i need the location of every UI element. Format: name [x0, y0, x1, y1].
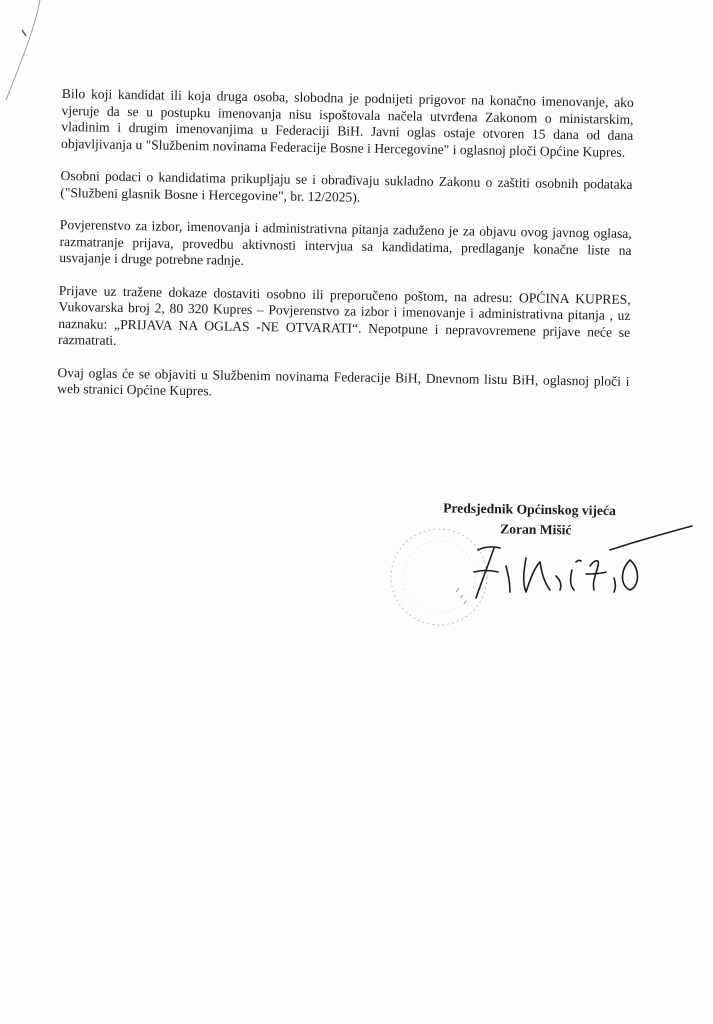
signatory-name: Zoran Mišić — [500, 521, 572, 538]
paragraph-publication: Ovaj oglas će se objaviti u Službenim novinama Federacije BiH, Dnevnom listu BiH, oglasnoj ploči i web stranici Općine Kupres. — [57, 364, 630, 399]
document-body — [57, 86, 634, 406]
signature-block — [415, 498, 616, 541]
paragraph-personal-data: Osobni podaci o kandidatima prikupljaju se i obrađivaju sukladno Zakonu o zaštiti osobnih podataka ("Službeni glasnik Bosne i Hercegovine", br. 12/2025). — [60, 167, 633, 205]
paragraph-commission: Povjerenstvo za izbor, imenovanja i administrativna pitanja zaduženo je za objavu ovog javnog oglasa, razmatranje prijava, provedbu aktivnosti intervjua sa kandidatima, predlaganje konačne liste na usvajanje i druge potrebne radnje. — [59, 216, 632, 268]
paragraph-objection: Bilo koji kandidat ili koja druga osoba, slobodna je podnijeti prigovor na konačno imenovanje, ako vjeruje da se u postupku imenovanja nisu ispoštovala načela utvrđena Zakonom o ministarskim, vladinim i drugim imenovanjima u Federaciji BiH. Javni oglas ostaje otvoren 15 dana od dana objavljivanja u "Službenim novinama Federacije Bosne i Hercegovine" i oglasnoj ploči Općine Kupres. — [60, 86, 634, 160]
signatory-title: Predsjednik Općinskog vijeća — [443, 500, 616, 519]
scan-edge-mark — [0, 0, 60, 120]
paragraph-applications: Prijave uz tražene dokaze dostaviti osobno ili preporučeno poštom, na adresu: OPĆINA KUPRES, Vukovarska broj 2, 80 320 Kupres – Povjerenstvo za izbor i imenovanje i administrativna pitanja , uz naznaku: „PRIJAVA NA OGLAS -NE OTVARATI“. Nepotpune i nepravovremene prijave neće se razmatrati. — [57, 282, 631, 348]
